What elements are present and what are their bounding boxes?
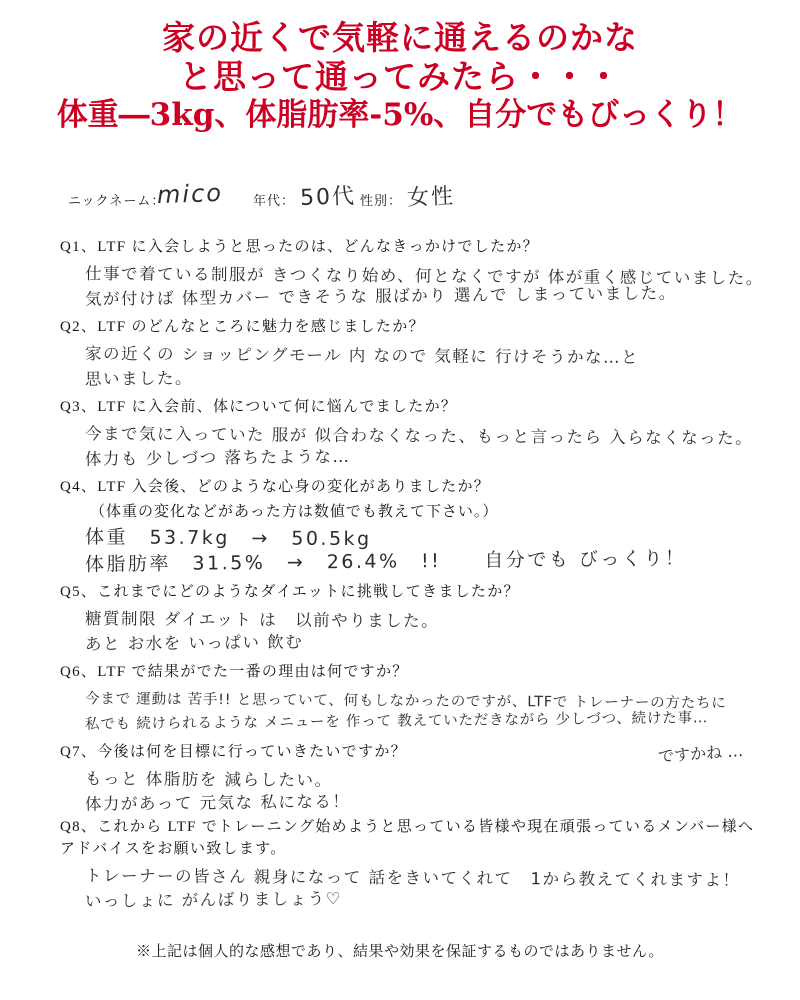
answer-line: 気が付けば 体型カバー できそうな 服ばかり 選んで しまっていました。 <box>84 283 677 309</box>
answer-line: 家の近くの ショッピングモール 内 なので 気軽に 行けそうかな…と <box>84 344 640 368</box>
answer-line: 今まで 運動は 苦手!! と思っていて、何もしなかったのですが、LTFで トレーナーの方たちに <box>84 691 727 712</box>
answer-line: 私でも 続けられるような メニューを 作って 教えていただきながら 少しづつ、続けた事… <box>84 710 709 733</box>
question-block-q8 <box>60 816 766 938</box>
answer-line: 仕事で着ている制服が きつくなり始め、何となくですが 体が重く感じていました。 <box>84 264 764 288</box>
answer-line: トレーナーの皆さん 親身になって 話をきいてくれて 1から教えてくれますよ！ <box>84 866 741 890</box>
question-block-q3 <box>60 396 766 476</box>
nickname-value: mico <box>156 178 224 210</box>
headline-line-1: 家の近くで気軽に通えるのかな <box>162 18 638 57</box>
answer-line: 体力があって 元気な 私になる！ <box>84 791 351 814</box>
answer-line: いっしょに がんばりましょう♡ <box>84 889 343 911</box>
question-text-q2: Q2、LTF のどんなところに魅力を感じましたか？ <box>60 319 425 335</box>
question-block-q5 <box>60 581 766 661</box>
gender-label: 性別： <box>360 193 403 208</box>
answer-line: 糖質制限 ダイエット は 以前やりました。 <box>84 609 440 631</box>
question-text-q1: Q1、LTF に入会しようと思ったのは、どんなきっかけでしたか？ <box>60 239 539 255</box>
question-block-q7 <box>60 741 766 816</box>
question-block-q1 <box>60 236 766 316</box>
headline-line-3: 体重―3kg、体脂肪率-5%、自分でもびっくり！ <box>56 97 744 133</box>
question-note-q4: （体重の変化などがあった方は数値でも教えて下さい。） <box>90 504 499 520</box>
answer-line-weight: 体重 53.7kg → 50.5kg <box>84 526 372 551</box>
question-block-q4 <box>60 476 766 581</box>
answer-line: 今まで気に入っていた 服が 似合わなくなった、もっと言ったら 入らなくなった。 <box>84 424 754 448</box>
question-text-q3: Q3、LTF に入会前、体について何に悩んでましたか？ <box>60 399 458 415</box>
answer-line-bodyfat: 体脂肪率 31.5% → 26.4% !! 自分でも びっくり！ <box>84 547 687 576</box>
question-text-q4: Q4、LTF 入会後、どのような心身の変化がありましたか？ <box>60 479 491 495</box>
question-text-q7: Q7、今後は何を目標に行っていきたいですか？ <box>60 744 407 760</box>
question-text-q8: Q8、これから LTF でトレーニング始めようと思っている皆様や現在頑張っているメンバー様へアドバイスをお願い致します。 <box>60 819 755 857</box>
answer-line: 思いました。 <box>84 368 194 389</box>
answer-line: もっと 体脂肪を 減らしたい。 <box>84 769 333 790</box>
nickname-label: ニックネーム： <box>68 193 166 208</box>
question-text-q6: Q6、LTF で結果がでた一番の理由は何ですか？ <box>60 664 409 680</box>
qa-list <box>60 236 766 938</box>
question-text-q5: Q5、これまでにどのようなダイエットに挑戦してきましたか？ <box>60 584 520 600</box>
age-value: 50代 <box>299 184 357 211</box>
gender-value: 女性 <box>406 184 456 211</box>
disclaimer-text: ※上記は個人的な感想であり、結果や効果を保証するものではありません。 <box>136 944 664 960</box>
answer-line: 体力も 少しづつ 落ちたような… <box>84 446 351 469</box>
answer-line: あと お水を いっぱい 飲む <box>84 632 304 654</box>
headline <box>0 18 800 135</box>
profile-row <box>60 178 770 220</box>
answer-overflow-note: ですかね … <box>657 741 744 766</box>
age-label: 年代： <box>253 193 296 208</box>
question-block-q2 <box>60 316 766 396</box>
headline-line-2: と思って通ってみたら・・・ <box>179 57 621 96</box>
